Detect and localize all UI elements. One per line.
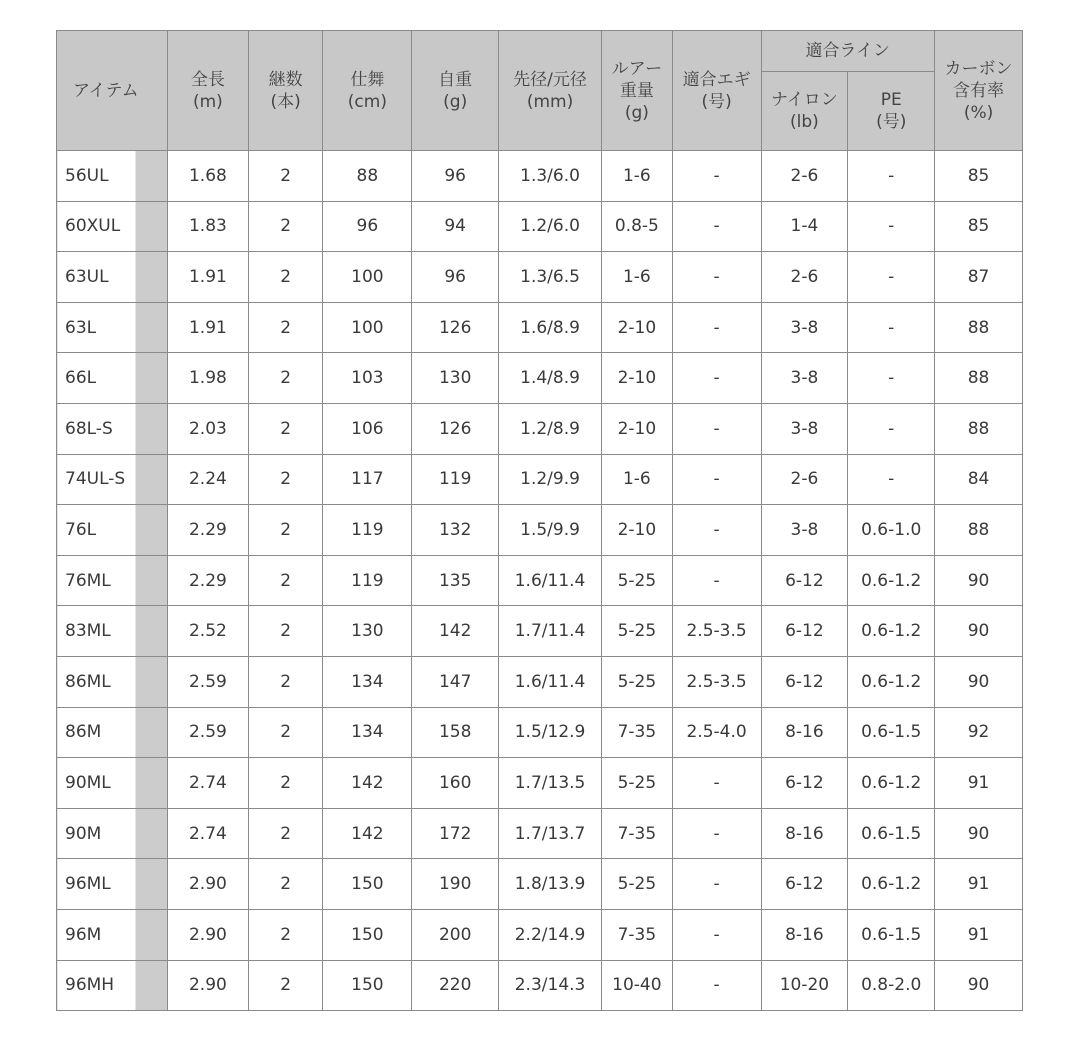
header-diameter-label: 先径/元径 — [513, 69, 587, 90]
cell-weight: 96 — [412, 151, 499, 202]
cell-pe: 0.8-2.0 — [848, 960, 935, 1011]
header-closed-label: 仕舞 — [350, 69, 385, 90]
cell-diameter: 2.3/14.3 — [499, 960, 602, 1011]
cell-weight: 200 — [412, 909, 499, 960]
header-lure-label-1: ルアー — [611, 58, 663, 79]
cell-nylon: 8-16 — [761, 909, 848, 960]
cell-weight: 160 — [412, 758, 499, 809]
cell-length: 2.74 — [168, 758, 249, 809]
table-row — [57, 859, 1023, 910]
cell-closed: 142 — [323, 758, 412, 809]
header-pieces — [248, 31, 323, 151]
cell-item: 56UL — [57, 151, 168, 202]
cell-nylon: 3-8 — [761, 403, 848, 454]
table-row — [57, 151, 1023, 202]
header-diameter — [499, 31, 602, 151]
cell-item: 86ML — [57, 656, 168, 707]
cell-nylon: 3-8 — [761, 302, 848, 353]
cell-closed: 119 — [323, 555, 412, 606]
cell-nylon: 6-12 — [761, 606, 848, 657]
header-lure — [602, 31, 673, 151]
cell-item: 96ML — [57, 859, 168, 910]
header-line-group-label: 適合ライン — [805, 41, 891, 61]
cell-carbon: 84 — [935, 454, 1023, 505]
cell-nylon: 10-20 — [761, 960, 848, 1011]
cell-closed: 117 — [323, 454, 412, 505]
cell-egi: - — [672, 505, 761, 556]
cell-egi: - — [672, 454, 761, 505]
cell-item: 63L — [57, 302, 168, 353]
cell-lure: 2-10 — [602, 353, 673, 404]
cell-item: 68L-S — [57, 403, 168, 454]
cell-item: 90ML — [57, 758, 168, 809]
cell-length: 2.74 — [168, 808, 249, 859]
cell-length: 1.91 — [168, 302, 249, 353]
cell-length: 2.90 — [168, 960, 249, 1011]
header-carbon-label-1: カーボン — [944, 58, 1013, 79]
header-nylon-unit: (lb) — [790, 112, 819, 132]
cell-nylon: 2-6 — [761, 252, 848, 303]
header-egi-label: 適合エギ — [682, 69, 751, 90]
header-pe — [848, 72, 935, 151]
cell-item: 96MH — [57, 960, 168, 1011]
cell-diameter: 1.2/8.9 — [499, 403, 602, 454]
header-closed-unit: (cm) — [347, 91, 387, 112]
cell-diameter: 1.6/11.4 — [499, 656, 602, 707]
cell-closed: 134 — [323, 707, 412, 758]
cell-carbon: 90 — [935, 808, 1023, 859]
cell-egi: - — [672, 960, 761, 1011]
cell-nylon: 6-12 — [761, 656, 848, 707]
cell-egi: - — [672, 403, 761, 454]
cell-closed: 88 — [323, 151, 412, 202]
cell-egi: - — [672, 808, 761, 859]
cell-item: 96M — [57, 909, 168, 960]
cell-carbon: 90 — [935, 656, 1023, 707]
table-row — [57, 707, 1023, 758]
table-row — [57, 252, 1023, 303]
cell-closed: 100 — [323, 252, 412, 303]
cell-nylon: 6-12 — [761, 555, 848, 606]
cell-pe: 0.6-1.5 — [848, 909, 935, 960]
cell-pieces: 2 — [248, 808, 323, 859]
cell-carbon: 85 — [935, 151, 1023, 202]
header-weight-label: 自重 — [438, 69, 473, 90]
header-weight-unit: (g) — [443, 91, 468, 112]
cell-closed: 150 — [323, 909, 412, 960]
cell-pe: 0.6-1.2 — [848, 656, 935, 707]
spec-table-body — [57, 151, 1023, 1011]
cell-item: 76L — [57, 505, 168, 556]
cell-closed: 100 — [323, 302, 412, 353]
cell-pe: 0.6-1.0 — [848, 505, 935, 556]
cell-length: 2.90 — [168, 859, 249, 910]
cell-carbon: 91 — [935, 758, 1023, 809]
cell-closed: 106 — [323, 403, 412, 454]
cell-nylon: 3-8 — [761, 353, 848, 404]
cell-egi: - — [672, 151, 761, 202]
cell-diameter: 1.7/13.7 — [499, 808, 602, 859]
cell-weight: 142 — [412, 606, 499, 657]
cell-pieces: 2 — [248, 353, 323, 404]
cell-pe: 0.6-1.5 — [848, 808, 935, 859]
cell-egi: - — [672, 252, 761, 303]
header-carbon — [935, 31, 1023, 151]
cell-nylon: 8-16 — [761, 808, 848, 859]
header-carbon-unit: (%) — [963, 102, 994, 123]
cell-diameter: 1.8/13.9 — [499, 859, 602, 910]
table-row — [57, 201, 1023, 252]
cell-carbon: 85 — [935, 201, 1023, 252]
cell-closed: 142 — [323, 808, 412, 859]
header-length — [168, 31, 249, 151]
cell-item: 66L — [57, 353, 168, 404]
cell-weight: 190 — [412, 859, 499, 910]
cell-diameter: 1.5/12.9 — [499, 707, 602, 758]
cell-closed: 150 — [323, 960, 412, 1011]
cell-egi: - — [672, 353, 761, 404]
cell-length: 2.29 — [168, 555, 249, 606]
cell-lure: 1-6 — [602, 252, 673, 303]
cell-weight: 135 — [412, 555, 499, 606]
spec-table — [56, 30, 1023, 1011]
cell-nylon: 6-12 — [761, 859, 848, 910]
table-row — [57, 909, 1023, 960]
cell-egi: - — [672, 909, 761, 960]
header-carbon-label-2: 含有率 — [953, 80, 1005, 101]
cell-egi: - — [672, 555, 761, 606]
cell-closed: 134 — [323, 656, 412, 707]
header-nylon-label: ナイロン — [770, 90, 838, 110]
cell-carbon: 92 — [935, 707, 1023, 758]
cell-pieces: 2 — [248, 454, 323, 505]
cell-carbon: 90 — [935, 555, 1023, 606]
cell-nylon: 8-16 — [761, 707, 848, 758]
cell-weight: 126 — [412, 302, 499, 353]
cell-weight: 126 — [412, 403, 499, 454]
cell-weight: 220 — [412, 960, 499, 1011]
cell-lure: 2-10 — [602, 403, 673, 454]
cell-pieces: 2 — [248, 302, 323, 353]
header-pe-label: PE — [880, 90, 902, 110]
table-row — [57, 656, 1023, 707]
cell-diameter: 1.2/6.0 — [499, 201, 602, 252]
cell-length: 2.24 — [168, 454, 249, 505]
cell-pieces: 2 — [248, 403, 323, 454]
cell-length: 1.91 — [168, 252, 249, 303]
cell-lure: 5-25 — [602, 606, 673, 657]
cell-weight: 119 — [412, 454, 499, 505]
cell-pe: - — [848, 454, 935, 505]
cell-pe: - — [848, 252, 935, 303]
cell-weight: 94 — [412, 201, 499, 252]
cell-pe: - — [848, 151, 935, 202]
header-item-label: アイテム — [73, 80, 139, 101]
cell-egi: - — [672, 201, 761, 252]
header-nylon — [761, 72, 848, 151]
cell-lure: 5-25 — [602, 859, 673, 910]
table-row — [57, 758, 1023, 809]
table-row — [57, 606, 1023, 657]
header-closed — [323, 31, 412, 151]
cell-egi: - — [672, 859, 761, 910]
cell-lure: 1-6 — [602, 454, 673, 505]
cell-nylon: 2-6 — [761, 151, 848, 202]
cell-item: 63UL — [57, 252, 168, 303]
cell-item: 76ML — [57, 555, 168, 606]
cell-closed: 103 — [323, 353, 412, 404]
cell-pieces: 2 — [248, 859, 323, 910]
cell-pieces: 2 — [248, 555, 323, 606]
cell-egi: 2.5-3.5 — [672, 606, 761, 657]
cell-lure: 2-10 — [602, 302, 673, 353]
cell-lure: 2-10 — [602, 505, 673, 556]
table-row — [57, 454, 1023, 505]
header-pieces-unit: (本) — [270, 91, 301, 112]
cell-egi: 2.5-3.5 — [672, 656, 761, 707]
cell-nylon: 6-12 — [761, 758, 848, 809]
cell-pe: 0.6-1.5 — [848, 707, 935, 758]
header-line-group — [761, 31, 935, 72]
cell-pieces: 2 — [248, 656, 323, 707]
cell-closed: 96 — [323, 201, 412, 252]
cell-lure: 5-25 — [602, 656, 673, 707]
cell-pe: - — [848, 353, 935, 404]
cell-diameter: 2.2/14.9 — [499, 909, 602, 960]
cell-diameter: 1.7/13.5 — [499, 758, 602, 809]
cell-pieces: 2 — [248, 505, 323, 556]
header-lure-label-2: 重量 — [619, 80, 654, 101]
table-row — [57, 960, 1023, 1011]
cell-pieces: 2 — [248, 707, 323, 758]
cell-closed: 130 — [323, 606, 412, 657]
cell-carbon: 91 — [935, 909, 1023, 960]
header-egi-unit: (号) — [701, 91, 732, 112]
cell-pe: 0.6-1.2 — [848, 555, 935, 606]
header-item — [57, 31, 168, 151]
cell-carbon: 90 — [935, 960, 1023, 1011]
cell-carbon: 88 — [935, 353, 1023, 404]
cell-closed: 119 — [323, 505, 412, 556]
cell-carbon: 88 — [935, 505, 1023, 556]
cell-nylon: 2-6 — [761, 454, 848, 505]
cell-item: 74UL-S — [57, 454, 168, 505]
cell-pe: 0.6-1.2 — [848, 859, 935, 910]
cell-egi: - — [672, 758, 761, 809]
cell-pe: 0.6-1.2 — [848, 606, 935, 657]
cell-pe: - — [848, 302, 935, 353]
cell-pieces: 2 — [248, 606, 323, 657]
cell-weight: 147 — [412, 656, 499, 707]
cell-item: 83ML — [57, 606, 168, 657]
cell-egi: - — [672, 302, 761, 353]
cell-pe: - — [848, 201, 935, 252]
cell-egi: 2.5-4.0 — [672, 707, 761, 758]
cell-carbon: 90 — [935, 606, 1023, 657]
header-weight — [412, 31, 499, 151]
cell-weight: 132 — [412, 505, 499, 556]
cell-length: 1.83 — [168, 201, 249, 252]
cell-carbon: 91 — [935, 859, 1023, 910]
table-row — [57, 808, 1023, 859]
cell-item: 90M — [57, 808, 168, 859]
cell-diameter: 1.5/9.9 — [499, 505, 602, 556]
cell-item: 86M — [57, 707, 168, 758]
table-row — [57, 555, 1023, 606]
cell-lure: 1-6 — [602, 151, 673, 202]
cell-pieces: 2 — [248, 252, 323, 303]
cell-weight: 96 — [412, 252, 499, 303]
cell-weight: 130 — [412, 353, 499, 404]
cell-length: 1.98 — [168, 353, 249, 404]
cell-diameter: 1.6/8.9 — [499, 302, 602, 353]
cell-length: 2.52 — [168, 606, 249, 657]
cell-length: 2.59 — [168, 707, 249, 758]
cell-diameter: 1.3/6.0 — [499, 151, 602, 202]
cell-lure: 5-25 — [602, 758, 673, 809]
header-diameter-unit: (mm) — [526, 91, 574, 112]
cell-length: 2.90 — [168, 909, 249, 960]
table-row — [57, 302, 1023, 353]
cell-length: 2.03 — [168, 403, 249, 454]
cell-pe: - — [848, 403, 935, 454]
cell-lure: 10-40 — [602, 960, 673, 1011]
cell-pieces: 2 — [248, 201, 323, 252]
cell-item: 60XUL — [57, 201, 168, 252]
header-lure-unit: (g) — [624, 102, 649, 123]
cell-lure: 7-35 — [602, 909, 673, 960]
header-length-label: 全長 — [190, 69, 225, 90]
cell-length: 2.59 — [168, 656, 249, 707]
table-row — [57, 505, 1023, 556]
cell-carbon: 88 — [935, 302, 1023, 353]
cell-carbon: 88 — [935, 403, 1023, 454]
cell-length: 1.68 — [168, 151, 249, 202]
cell-pieces: 2 — [248, 758, 323, 809]
cell-closed: 150 — [323, 859, 412, 910]
cell-diameter: 1.7/11.4 — [499, 606, 602, 657]
cell-weight: 172 — [412, 808, 499, 859]
cell-lure: 7-35 — [602, 808, 673, 859]
cell-pieces: 2 — [248, 960, 323, 1011]
cell-diameter: 1.4/8.9 — [499, 353, 602, 404]
table-row — [57, 353, 1023, 404]
cell-nylon: 1-4 — [761, 201, 848, 252]
cell-pieces: 2 — [248, 151, 323, 202]
cell-weight: 158 — [412, 707, 499, 758]
cell-length: 2.29 — [168, 505, 249, 556]
cell-nylon: 3-8 — [761, 505, 848, 556]
cell-diameter: 1.6/11.4 — [499, 555, 602, 606]
cell-lure: 5-25 — [602, 555, 673, 606]
cell-diameter: 1.3/6.5 — [499, 252, 602, 303]
cell-lure: 7-35 — [602, 707, 673, 758]
cell-carbon: 87 — [935, 252, 1023, 303]
header-pieces-label: 継数 — [268, 69, 303, 90]
cell-lure: 0.8-5 — [602, 201, 673, 252]
cell-pe: 0.6-1.2 — [848, 758, 935, 809]
table-row — [57, 403, 1023, 454]
header-egi — [672, 31, 761, 151]
cell-pieces: 2 — [248, 909, 323, 960]
header-pe-unit: (号) — [876, 112, 907, 132]
cell-diameter: 1.2/9.9 — [499, 454, 602, 505]
header-length-unit: (m) — [192, 91, 223, 112]
